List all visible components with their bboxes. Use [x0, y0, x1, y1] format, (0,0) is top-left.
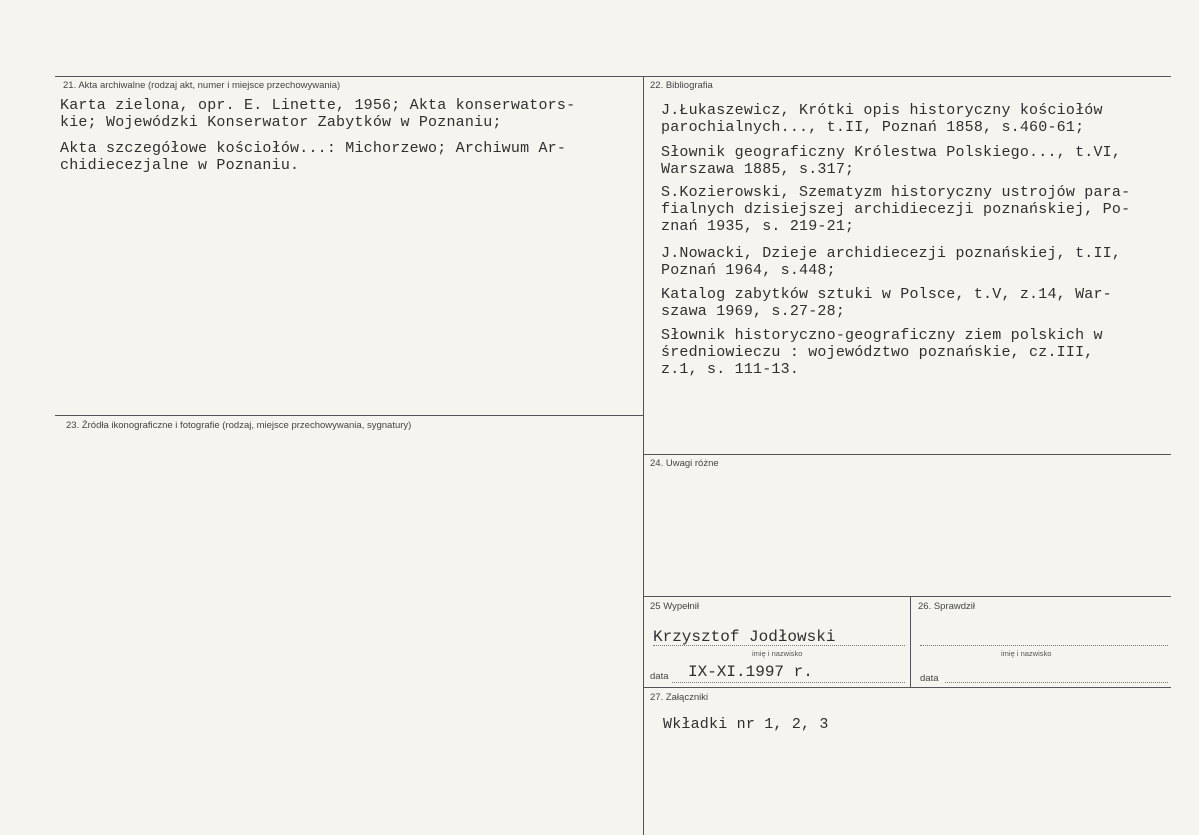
text-line: Akta szczegółowe kościołów...: Michorzewo; Archiwum Ar- — [60, 140, 567, 157]
section-21-paragraph-1 — [60, 97, 575, 131]
text-line: Słownik geograficzny Królestwa Polskiego..., t.VI, — [661, 144, 1122, 161]
bibliography-entry-3 — [661, 184, 1130, 235]
text-line: J.Nowacki, Dzieje archidiecezji poznańskiej, t.II, — [661, 245, 1122, 262]
text-line: z.1, s. 111-13. — [661, 361, 800, 378]
text-line: Karta zielona, opr. E. Linette, 1956; Akta konserwators- — [60, 97, 576, 114]
section-21-paragraph-2 — [60, 140, 566, 174]
section-26-label: 26. Sprawdził — [918, 601, 976, 612]
text-line: Poznań 1964, s.448; — [661, 262, 836, 279]
text-line: Katalog zabytków sztuki w Polsce, t.V, z.14, War- — [661, 286, 1112, 303]
filled-by-date: IX-XI.1997 r. — [688, 663, 813, 681]
section-25-label: 25 Wypełnił — [650, 601, 700, 612]
bibliography-entry-1 — [661, 102, 1103, 136]
section-22-label: 22. Bibliografia — [650, 80, 713, 91]
top-border — [55, 76, 1171, 77]
filled-by-name-line — [653, 645, 905, 646]
filled-by-name: Krzysztof Jodłowski — [653, 628, 836, 646]
section-21-label: 21. Akta archiwalne (rodzaj akt, numer i miejsce przechowywania) — [63, 80, 341, 91]
text-line: znań 1935, s. 219-21; — [661, 218, 855, 235]
text-line: Warszawa 1885, s.317; — [661, 161, 855, 178]
checked-by-date-label: data — [920, 673, 939, 684]
section-27-label: 27. Załączniki — [650, 692, 709, 703]
text-line: fialnych dzisiejszej archidiecezji poznańskiej, Po- — [661, 201, 1131, 218]
text-line: średniowieczu : województwo poznańskie, cz.III, — [661, 344, 1094, 361]
checked-by-date-line — [945, 682, 1168, 683]
right-divider-24 — [643, 454, 1171, 455]
text-line: J.Łukaszewicz, Krótki opis historyczny kościołów — [661, 102, 1103, 119]
filled-by-date-label: data — [650, 671, 669, 682]
text-line: Słownik historyczno-geograficzny ziem polskich w — [661, 327, 1103, 344]
text-line: kie; Wojewódzki Konserwator Zabytków w Poznaniu; — [60, 114, 502, 131]
checked-by-name-line — [920, 645, 1168, 646]
right-divider-25 — [643, 596, 1171, 597]
attachments-value: Wkładki nr 1, 2, 3 — [663, 716, 829, 733]
text-line: chidiecezjalne w Poznaniu. — [60, 157, 300, 174]
bibliography-entry-2 — [661, 144, 1121, 178]
filled-by-date-line — [672, 682, 905, 683]
divider-25-26 — [910, 596, 911, 687]
section-24-label: 24. Uwagi różne — [650, 458, 719, 469]
bibliography-entry-4 — [661, 245, 1121, 279]
filled-by-name-caption: imię i nazwisko — [752, 649, 803, 658]
bibliography-entry-6 — [661, 327, 1103, 378]
center-divider — [643, 76, 644, 835]
left-mid-divider — [55, 415, 643, 416]
text-line: S.Kozierowski, Szematyzm historyczny ustrojów para- — [661, 184, 1131, 201]
text-line: parochialnych..., t.II, Poznań 1858, s.460-61; — [661, 119, 1085, 136]
section-23-label: 23. Źródła ikonograficzne i fotografie (rodzaj, miejsce przechowywania, sygnatury) — [66, 420, 412, 431]
text-line: szawa 1969, s.27-28; — [661, 303, 846, 320]
checked-by-name-caption: imię i nazwisko — [1001, 649, 1052, 658]
right-divider-27 — [643, 687, 1171, 688]
bibliography-entry-5 — [661, 286, 1112, 320]
